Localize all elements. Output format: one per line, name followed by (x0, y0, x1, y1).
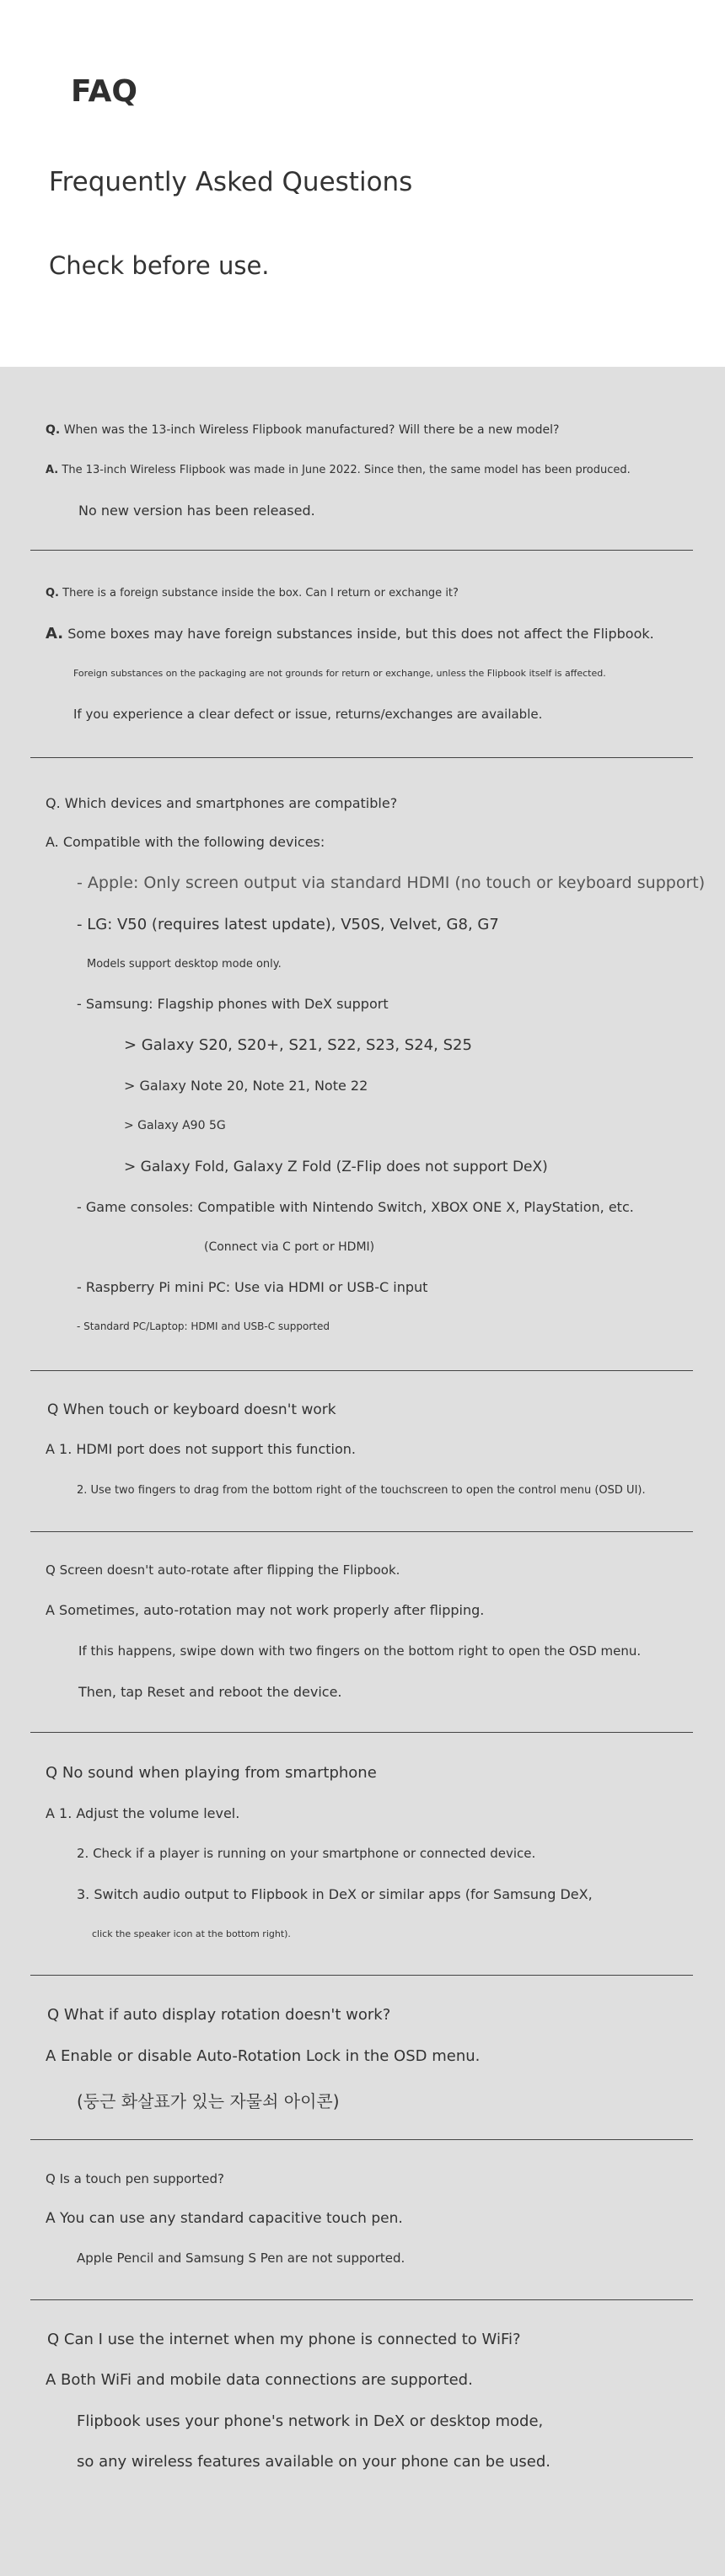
faq-3-item: Models support desktop mode only. (87, 958, 282, 971)
faq-3-item: > Galaxy Fold, Galaxy Z Fold (Z-Flip does not support DeX) (124, 1159, 548, 1175)
faq-1-detail: No new version has been released. (78, 503, 315, 519)
faq-divider (30, 1531, 693, 1532)
faq-divider (30, 2139, 693, 2140)
answer-text: The 13-inch Wireless Flipbook was made in June 2022. Since then, the same model has been produced. (62, 464, 631, 476)
faq-divider (30, 1732, 693, 1733)
faq-divider (30, 757, 693, 758)
faq-9-answer: A Both WiFi and mobile data connections are supported. (46, 2371, 473, 2389)
question-text: There is a foreign substance inside the box. Can I return or exchange it? (62, 587, 459, 600)
faq-6-detail: click the speaker icon at the bottom right). (92, 1928, 291, 1939)
page-title: Frequently Asked Questions (49, 167, 413, 197)
faq-6-answer: A 1. Adjust the volume level. (46, 1805, 240, 1821)
page-subtitle: Check before use. (49, 251, 270, 280)
faq-3-item: - LG: V50 (requires latest update), V50S, Velvet, G8, G7 (77, 916, 499, 933)
faq-divider (30, 1975, 693, 1976)
faq-3-answer: A. Compatible with the following devices: (46, 834, 325, 850)
faq-2-question (46, 587, 459, 600)
question-text: When was the 13-inch Wireless Flipbook manufactured? Will there be a new model? (63, 423, 560, 437)
faq-9-detail: so any wireless features available on your phone can be used. (77, 2453, 551, 2471)
faq-3-item: - Apple: Only screen output via standard HDMI (no touch or keyboard support) (77, 874, 706, 892)
faq-6-detail: 3. Switch audio output to Flipbook in DeX or similar apps (for Samsung DeX, (77, 1886, 593, 1902)
faq-3-item: - Game consoles: Compatible with Nintendo Switch, XBOX ONE X, PlayStation, etc. (77, 1199, 634, 1215)
faq-7-answer: A Enable or disable Auto-Rotation Lock in the OSD menu. (46, 2047, 481, 2065)
faq-3-item: - Raspberry Pi mini PC: Use via HDMI or USB-C input (77, 1279, 428, 1295)
faq-list (0, 367, 725, 2576)
answer-prefix: A. (46, 464, 59, 476)
faq-6-question: Q No sound when playing from smartphone (46, 1764, 377, 1782)
faq-7-detail: (둥근 화살표가 있는 자물쇠 아이콘) (77, 2091, 340, 2111)
faq-5-answer: A Sometimes, auto-rotation may not work properly after flipping. (46, 1602, 485, 1618)
faq-9-question: Q Can I use the internet when my phone is connected to WiFi? (47, 2331, 521, 2348)
faq-8-detail: Apple Pencil and Samsung S Pen are not supported. (77, 2251, 405, 2266)
faq-3-item: > Galaxy S20, S20+, S21, S22, S23, S24, S25 (124, 1036, 472, 1054)
faq-2-answer (46, 625, 654, 643)
faq-5-detail: Then, tap Reset and reboot the device. (78, 1684, 342, 1700)
faq-2-detail: Foreign substances on the packaging are not grounds for return or exchange, unless the Flipbook itself is affected. (73, 668, 606, 679)
faq-3-item: - Standard PC/Laptop: HDMI and USB-C supported (77, 1320, 330, 1332)
question-prefix: Q. (46, 423, 61, 437)
answer-prefix: A. (46, 625, 64, 643)
faq-6-detail: 2. Check if a player is running on your smartphone or connected device. (77, 1846, 536, 1861)
faq-8-question: Q Is a touch pen supported? (46, 2171, 224, 2186)
faq-4-question: Q When touch or keyboard doesn't work (47, 1401, 336, 1418)
faq-5-question: Q Screen doesn't auto-rotate after flipping the Flipbook. (46, 1562, 400, 1578)
faq-divider (30, 1370, 693, 1371)
faq-3-item: (Connect via C port or HDMI) (204, 1240, 375, 1254)
faq-3-item: > Galaxy Note 20, Note 21, Note 22 (124, 1078, 368, 1094)
faq-3-item: > Galaxy A90 5G (124, 1119, 226, 1132)
faq-9-detail: Flipbook uses your phone's network in DeX or desktop mode, (77, 2412, 544, 2430)
faq-divider (30, 2299, 693, 2300)
faq-divider (30, 550, 693, 551)
faq-3-item: - Samsung: Flagship phones with DeX support (77, 996, 389, 1012)
faq-8-answer: A You can use any standard capacitive touch pen. (46, 2210, 403, 2227)
page-header (0, 0, 725, 367)
faq-5-detail: If this happens, swipe down with two fingers on the bottom right to open the OSD menu. (78, 1643, 642, 1659)
answer-text: Some boxes may have foreign substances inside, but this does not affect the Flipbook. (67, 626, 654, 642)
faq-4-detail: 2. Use two fingers to drag from the bottom right of the touchscreen to open the control menu (OSD UI). (77, 1484, 646, 1497)
faq-1-answer (46, 464, 631, 476)
faq-1-question (46, 423, 559, 437)
faq-4-answer: A 1. HDMI port does not support this function. (46, 1441, 356, 1457)
question-prefix: Q. (46, 587, 59, 600)
faq-7-question: Q What if auto display rotation doesn't work? (47, 2006, 391, 2024)
faq-label: FAQ (71, 74, 137, 109)
faq-3-question: Q. Which devices and smartphones are compatible? (46, 795, 398, 811)
faq-2-detail: If you experience a clear defect or issue, returns/exchanges are available. (73, 707, 543, 722)
